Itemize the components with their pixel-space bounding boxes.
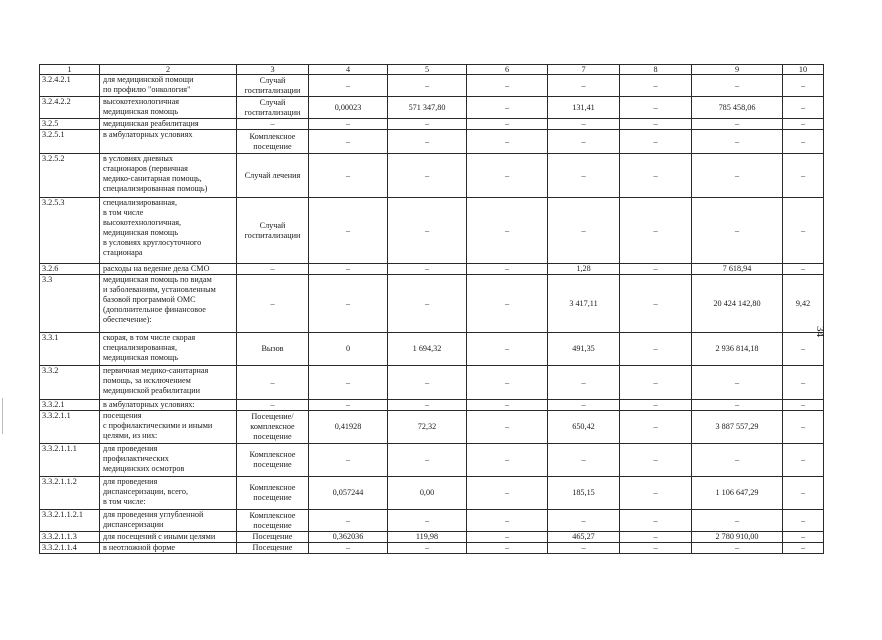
column-number: 3 bbox=[237, 65, 309, 75]
col-10-value: – bbox=[783, 510, 824, 532]
col-4-value: 0,00023 bbox=[309, 97, 388, 119]
col-5-value: 571 347,80 bbox=[388, 97, 467, 119]
table-row bbox=[40, 444, 824, 477]
col-6-value: – bbox=[467, 532, 548, 543]
col-7-value: 1,28 bbox=[548, 264, 620, 275]
unit-of-measure: Случай госпитализации bbox=[237, 198, 309, 264]
col-8-value: – bbox=[620, 543, 692, 554]
row-code: 3.3.2.1.1.4 bbox=[40, 543, 100, 554]
col-9-value: – bbox=[692, 119, 783, 130]
row-code: 3.3.2.1.1.3 bbox=[40, 532, 100, 543]
column-number: 5 bbox=[388, 65, 467, 75]
page-number: 34 bbox=[814, 326, 826, 337]
col-8-value: – bbox=[620, 97, 692, 119]
row-description: для проведения профилактических медицинских осмотров bbox=[100, 444, 237, 477]
col-5-value: – bbox=[388, 75, 467, 97]
table-row bbox=[40, 275, 824, 333]
col-10-value: – bbox=[783, 411, 824, 444]
table-row bbox=[40, 543, 824, 554]
table-row bbox=[40, 333, 824, 366]
col-7-value: 491,35 bbox=[548, 333, 620, 366]
col-4-value: 0,41928 bbox=[309, 411, 388, 444]
col-7-value: – bbox=[548, 75, 620, 97]
column-number: 6 bbox=[467, 65, 548, 75]
row-code: 3.3.2.1.1.2 bbox=[40, 477, 100, 510]
col-9-value: 20 424 142,80 bbox=[692, 275, 783, 333]
col-4-value: – bbox=[309, 75, 388, 97]
row-code: 3.2.5.2 bbox=[40, 154, 100, 198]
unit-of-measure: Случай лечения bbox=[237, 154, 309, 198]
row-description: высокотехнологичная медицинская помощь bbox=[100, 97, 237, 119]
row-code: 3.3.2.1.1.1 bbox=[40, 444, 100, 477]
col-9-value: 2 780 910,00 bbox=[692, 532, 783, 543]
col-8-value: – bbox=[620, 411, 692, 444]
col-6-value: – bbox=[467, 119, 548, 130]
row-code: 3.3.1 bbox=[40, 333, 100, 366]
col-10-value: – bbox=[783, 130, 824, 154]
col-5-value: – bbox=[388, 444, 467, 477]
unit-of-measure: Комплексное посещение bbox=[237, 130, 309, 154]
col-10-value: – bbox=[783, 366, 824, 400]
col-5-value: – bbox=[388, 130, 467, 154]
col-4-value: – bbox=[309, 154, 388, 198]
col-5-value: – bbox=[388, 510, 467, 532]
unit-of-measure: Вызов bbox=[237, 333, 309, 366]
table-row bbox=[40, 75, 824, 97]
col-5-value: – bbox=[388, 198, 467, 264]
col-10-value: – bbox=[783, 444, 824, 477]
col-9-value: – bbox=[692, 198, 783, 264]
col-4-value: – bbox=[309, 130, 388, 154]
unit-of-measure: – bbox=[237, 275, 309, 333]
col-8-value: – bbox=[620, 510, 692, 532]
col-5-value: – bbox=[388, 275, 467, 333]
col-4-value: – bbox=[309, 275, 388, 333]
col-8-value: – bbox=[620, 264, 692, 275]
table-row bbox=[40, 532, 824, 543]
unit-of-measure: Комплексное посещение bbox=[237, 444, 309, 477]
col-7-value: – bbox=[548, 119, 620, 130]
column-number: 8 bbox=[620, 65, 692, 75]
column-number: 2 bbox=[100, 65, 237, 75]
col-10-value: – bbox=[783, 333, 824, 366]
row-description: первичная медико-санитарная помощь, за исключением медицинской реабилитации bbox=[100, 366, 237, 400]
col-10-value: – bbox=[783, 264, 824, 275]
col-9-value: – bbox=[692, 75, 783, 97]
row-description: посещения с профилактическими и иными целями, из них: bbox=[100, 411, 237, 444]
col-9-value: 2 936 814,18 bbox=[692, 333, 783, 366]
row-description: для медицинской помощи по профилю "онкология" bbox=[100, 75, 237, 97]
col-6-value: – bbox=[467, 366, 548, 400]
col-8-value: – bbox=[620, 75, 692, 97]
col-8-value: – bbox=[620, 119, 692, 130]
col-10-value: – bbox=[783, 154, 824, 198]
col-7-value: – bbox=[548, 543, 620, 554]
col-7-value: – bbox=[548, 198, 620, 264]
row-description: для проведения углубленной диспансеризации bbox=[100, 510, 237, 532]
unit-of-measure: Комплексное посещение bbox=[237, 510, 309, 532]
unit-of-measure: Посещение/ комплексное посещение bbox=[237, 411, 309, 444]
col-5-value: – bbox=[388, 119, 467, 130]
col-8-value: – bbox=[620, 532, 692, 543]
col-4-value: 0 bbox=[309, 333, 388, 366]
col-6-value: – bbox=[467, 75, 548, 97]
col-10-value: – bbox=[783, 75, 824, 97]
row-description: для проведения диспансеризации, всего, в том числе: bbox=[100, 477, 237, 510]
col-9-value: – bbox=[692, 510, 783, 532]
table-row bbox=[40, 97, 824, 119]
row-description: в амбулаторных условиях bbox=[100, 130, 237, 154]
row-code: 3.2.5.1 bbox=[40, 130, 100, 154]
col-6-value: – bbox=[467, 264, 548, 275]
col-7-value: 3 417,11 bbox=[548, 275, 620, 333]
col-8-value: – bbox=[620, 477, 692, 510]
table-row bbox=[40, 130, 824, 154]
unit-of-measure: Случай госпитализации bbox=[237, 97, 309, 119]
col-5-value: – bbox=[388, 543, 467, 554]
col-5-value: – bbox=[388, 154, 467, 198]
row-code: 3.2.4.2.1 bbox=[40, 75, 100, 97]
col-9-value: 1 106 647,29 bbox=[692, 477, 783, 510]
col-8-value: – bbox=[620, 444, 692, 477]
col-9-value: – bbox=[692, 444, 783, 477]
row-code: 3.3.2.1.1 bbox=[40, 411, 100, 444]
table-row bbox=[40, 119, 824, 130]
row-code: 3.3.2 bbox=[40, 366, 100, 400]
row-description: в условиях дневных стационаров (первичная медико-санитарная помощь, специализированная помощь) bbox=[100, 154, 237, 198]
col-7-value: – bbox=[548, 400, 620, 411]
col-10-value: 9,42 bbox=[783, 275, 824, 333]
col-10-value: – bbox=[783, 543, 824, 554]
col-8-value: – bbox=[620, 154, 692, 198]
col-7-value: 131,41 bbox=[548, 97, 620, 119]
col-4-value: 0,362036 bbox=[309, 532, 388, 543]
row-code: 3.2.4.2.2 bbox=[40, 97, 100, 119]
unit-of-measure: – bbox=[237, 119, 309, 130]
col-4-value: – bbox=[309, 366, 388, 400]
table-row bbox=[40, 264, 824, 275]
col-7-value: – bbox=[548, 130, 620, 154]
col-10-value: – bbox=[783, 532, 824, 543]
col-8-value: – bbox=[620, 400, 692, 411]
col-7-value: – bbox=[548, 154, 620, 198]
row-description: расходы на ведение дела СМО bbox=[100, 264, 237, 275]
col-6-value: – bbox=[467, 510, 548, 532]
col-10-value: – bbox=[783, 477, 824, 510]
column-number: 4 bbox=[309, 65, 388, 75]
col-4-value: – bbox=[309, 543, 388, 554]
col-7-value: – bbox=[548, 510, 620, 532]
col-9-value: – bbox=[692, 154, 783, 198]
col-8-value: – bbox=[620, 366, 692, 400]
unit-of-measure: – bbox=[237, 366, 309, 400]
column-number-row bbox=[40, 65, 824, 75]
column-number: 10 bbox=[783, 65, 824, 75]
col-6-value: – bbox=[467, 333, 548, 366]
row-description: медицинская помощь по видам и заболеваниям, установленным базовой программой ОМС (дополнительное финансовое обеспечение): bbox=[100, 275, 237, 333]
col-5-value: 0,00 bbox=[388, 477, 467, 510]
column-number: 9 bbox=[692, 65, 783, 75]
col-6-value: – bbox=[467, 400, 548, 411]
col-9-value: 3 887 557,29 bbox=[692, 411, 783, 444]
table-row bbox=[40, 510, 824, 532]
col-5-value: 72,32 bbox=[388, 411, 467, 444]
col-9-value: – bbox=[692, 366, 783, 400]
row-description: медицинская реабилитация bbox=[100, 119, 237, 130]
unit-of-measure: – bbox=[237, 400, 309, 411]
unit-of-measure: Посещение bbox=[237, 543, 309, 554]
row-description: для посещений с иными целями bbox=[100, 532, 237, 543]
row-code: 3.2.6 bbox=[40, 264, 100, 275]
col-6-value: – bbox=[467, 444, 548, 477]
col-4-value: – bbox=[309, 444, 388, 477]
col-4-value: 0,057244 bbox=[309, 477, 388, 510]
col-10-value: – bbox=[783, 198, 824, 264]
col-9-value: 785 458,06 bbox=[692, 97, 783, 119]
col-9-value: – bbox=[692, 400, 783, 411]
unit-of-measure: – bbox=[237, 264, 309, 275]
col-10-value: – bbox=[783, 400, 824, 411]
row-description: в неотложной форме bbox=[100, 543, 237, 554]
table-row bbox=[40, 366, 824, 400]
row-code: 3.3.2.1 bbox=[40, 400, 100, 411]
col-9-value: – bbox=[692, 130, 783, 154]
table-row bbox=[40, 154, 824, 198]
col-5-value: – bbox=[388, 366, 467, 400]
col-7-value: – bbox=[548, 366, 620, 400]
row-description: специализированная, в том числе высокотехнологичная, медицинская помощь в условиях круглосуточного стационара bbox=[100, 198, 237, 264]
table-row bbox=[40, 411, 824, 444]
col-4-value: – bbox=[309, 264, 388, 275]
row-code: 3.3 bbox=[40, 275, 100, 333]
col-10-value: – bbox=[783, 119, 824, 130]
row-description: в амбулаторных условиях: bbox=[100, 400, 237, 411]
col-4-value: – bbox=[309, 400, 388, 411]
row-code: 3.2.5 bbox=[40, 119, 100, 130]
col-7-value: – bbox=[548, 444, 620, 477]
col-10-value: – bbox=[783, 97, 824, 119]
col-6-value: – bbox=[467, 477, 548, 510]
col-9-value: – bbox=[692, 543, 783, 554]
row-code: 3.3.2.1.1.2.1 bbox=[40, 510, 100, 532]
col-5-value: – bbox=[388, 264, 467, 275]
table-row bbox=[40, 198, 824, 264]
col-6-value: – bbox=[467, 275, 548, 333]
col-7-value: 185,15 bbox=[548, 477, 620, 510]
unit-of-measure: Комплексное посещение bbox=[237, 477, 309, 510]
col-5-value: 1 694,32 bbox=[388, 333, 467, 366]
col-8-value: – bbox=[620, 130, 692, 154]
col-8-value: – bbox=[620, 198, 692, 264]
col-4-value: – bbox=[309, 198, 388, 264]
unit-of-measure: Посещение bbox=[237, 532, 309, 543]
column-number: 7 bbox=[548, 65, 620, 75]
col-6-value: – bbox=[467, 130, 548, 154]
col-6-value: – bbox=[467, 411, 548, 444]
col-6-value: – bbox=[467, 198, 548, 264]
unit-of-measure: Случай госпитализации bbox=[237, 75, 309, 97]
table-row bbox=[40, 400, 824, 411]
row-description: скорая, в том числе скорая специализированная, медицинская помощь bbox=[100, 333, 237, 366]
column-number: 1 bbox=[40, 65, 100, 75]
col-6-value: – bbox=[467, 543, 548, 554]
financial-table bbox=[39, 64, 824, 554]
col-6-value: – bbox=[467, 97, 548, 119]
scan-edge-mark bbox=[2, 398, 3, 434]
row-code: 3.2.5.3 bbox=[40, 198, 100, 264]
col-4-value: – bbox=[309, 510, 388, 532]
col-5-value: 119,98 bbox=[388, 532, 467, 543]
col-7-value: 465,27 bbox=[548, 532, 620, 543]
col-8-value: – bbox=[620, 333, 692, 366]
col-6-value: – bbox=[467, 154, 548, 198]
col-8-value: – bbox=[620, 275, 692, 333]
col-4-value: – bbox=[309, 119, 388, 130]
table-row bbox=[40, 477, 824, 510]
col-5-value: – bbox=[388, 400, 467, 411]
col-7-value: 650,42 bbox=[548, 411, 620, 444]
col-9-value: 7 618,94 bbox=[692, 264, 783, 275]
